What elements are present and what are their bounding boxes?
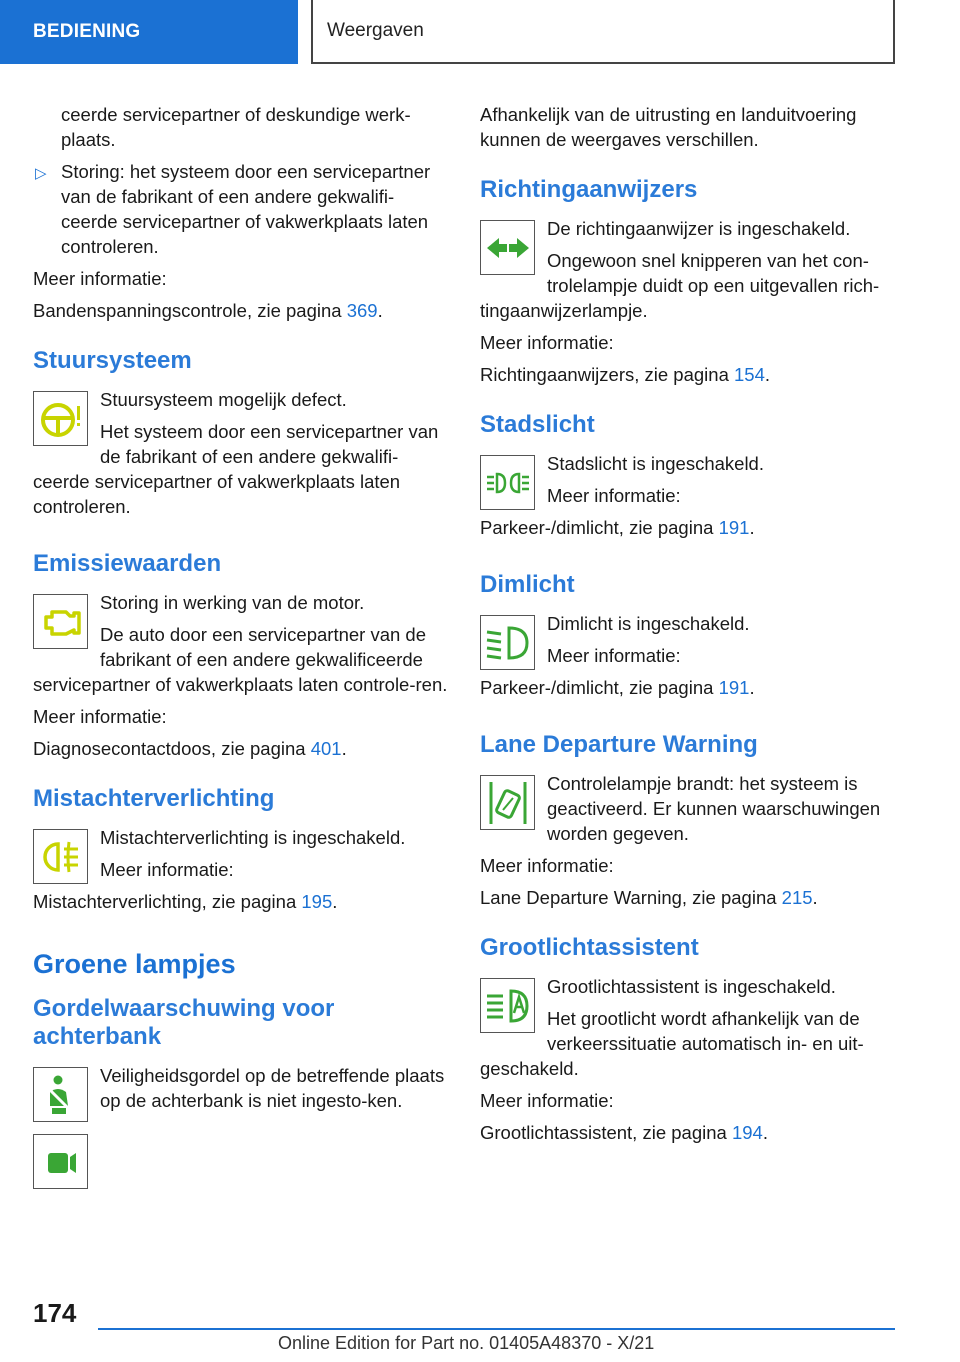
paragraph: Stuursysteem mogelijk defect. — [100, 389, 347, 410]
reference-text: Diagnosecontactdoos, zie pagina — [33, 738, 311, 759]
footer-divider — [98, 1328, 895, 1330]
section-heading: Richtingaanwijzers — [480, 176, 698, 203]
section-heading: Dimlicht — [480, 571, 575, 598]
reference-text: Bandenspanningscontrole, zie pagina — [33, 300, 347, 321]
paragraph: Storing in werking van de motor. — [100, 592, 365, 613]
page-link[interactable]: 194 — [731, 1122, 763, 1143]
rear-fog-light-icon — [33, 829, 88, 884]
indicator-block — [480, 771, 896, 853]
right-column — [480, 102, 896, 1152]
paragraph: Grootlichtassistent is ingeschakeld. — [547, 976, 836, 997]
high-beam-assistant-icon — [480, 978, 535, 1033]
parking-light-icon — [480, 455, 535, 510]
reference-text: Grootlichtassistent, zie pagina — [480, 1122, 732, 1143]
indicator-block — [480, 216, 896, 330]
paragraph: Mistachterverlichting is ingeschakeld. — [100, 827, 406, 848]
page-link[interactable]: 369 — [346, 300, 378, 321]
seatbelt-indicator-icon — [33, 1067, 88, 1122]
paragraph: Ongewoon snel knipperen van het con-trolelampje duidt op een uitgevallen rich-tingaanwijzerlampje. — [480, 250, 880, 321]
reference-line: Diagnosecontactdoos, zie pagina 401. — [33, 738, 347, 759]
reference-line: Richtingaanwijzers, zie pagina 154. — [480, 364, 771, 385]
more-info-label: Meer informatie: — [480, 1090, 614, 1111]
indicator-block — [480, 451, 896, 547]
left-column — [33, 102, 449, 1193]
reference-text: Mistachterverlichting, zie pagina — [33, 891, 302, 912]
indicator-block — [480, 611, 896, 707]
list-item-text: Storing: het systeem door een servicepartner van de fabrikant of een andere gekwalifi-ceerde servicepartner of vakwerkplaats laten controleren. — [61, 161, 431, 257]
triangle-bullet-icon: ▷ — [35, 165, 47, 182]
page-section-title: Weergaven — [311, 0, 895, 64]
engine-warning-icon — [33, 594, 88, 649]
paragraph: ceerde servicepartner of deskundige werk-plaats. — [61, 104, 411, 150]
page-link[interactable]: 215 — [781, 887, 813, 908]
reference-text: Lane Departure Warning, zie pagina — [480, 887, 782, 908]
section-heading: Emissiewaarden — [33, 550, 222, 577]
section-heading: Lane Departure Warning — [480, 731, 758, 758]
more-info-label: Meer informatie: — [547, 645, 681, 666]
page-link[interactable]: 191 — [718, 517, 750, 538]
indicator-block — [33, 1063, 449, 1193]
section-tab: BEDIENING — [0, 0, 298, 64]
paragraph: Controlelampje brandt: het systeem is geactiveerd. Er kunnen waarschuwingen worden gegeven. — [547, 773, 881, 844]
more-info-label: Meer informatie: — [480, 855, 614, 876]
reference-text: Richtingaanwijzers, zie pagina — [480, 364, 734, 385]
steering-warning-icon — [33, 391, 88, 446]
paragraph: Stadslicht is ingeschakeld. — [547, 453, 764, 474]
rear-seat-indicator-icon — [33, 1134, 88, 1189]
reference-line: Parkeer-/dimlicht, zie pagina 191. — [480, 677, 755, 698]
more-info-label: Meer informatie: — [100, 859, 234, 880]
reference-line: Mistachterverlichting, zie pagina 195. — [33, 891, 338, 912]
page-number: 174 — [33, 1298, 77, 1328]
chapter-heading: Groene lampjes — [33, 949, 236, 979]
reference-line: Grootlichtassistent, zie pagina 194. — [480, 1122, 768, 1143]
paragraph: Afhankelijk van de uitrusting en landuitvoering kunnen de weergaves verschillen. — [480, 104, 857, 150]
reference-text: Parkeer-/dimlicht, zie pagina — [480, 517, 719, 538]
more-info-label: Meer informatie: — [33, 268, 167, 289]
reference-line: Parkeer-/dimlicht, zie pagina 191. — [480, 517, 755, 538]
page-link[interactable]: 154 — [734, 364, 765, 385]
edition-footer: Online Edition for Part no. 01405A48370 - X/21 — [278, 1333, 655, 1353]
list-item — [33, 159, 449, 259]
section-heading: Stuursysteem — [33, 347, 192, 374]
warning-block — [33, 387, 449, 526]
reference-line: Lane Departure Warning, zie pagina 215. — [480, 887, 818, 908]
more-info-label: Meer informatie: — [480, 332, 614, 353]
more-info-label: Meer informatie: — [547, 485, 681, 506]
paragraph: Het grootlicht wordt afhankelijk van de verkeerssituatie automatisch in- en uit-geschakeld. — [480, 1008, 864, 1079]
page-link[interactable]: 401 — [310, 738, 342, 759]
section-heading: Stadslicht — [480, 411, 595, 438]
reference-text: Parkeer-/dimlicht, zie pagina — [480, 677, 719, 698]
reference-line: Bandenspanningscontrole, zie pagina 369. — [33, 300, 383, 321]
section-heading: Mistachterverlichting — [33, 785, 275, 812]
warning-block — [33, 825, 449, 921]
turn-signal-icon — [480, 220, 535, 275]
paragraph: Dimlicht is ingeschakeld. — [547, 613, 750, 634]
paragraph: De richtingaanwijzer is ingeschakeld. — [547, 218, 851, 239]
warning-block — [33, 590, 449, 704]
more-info-label: Meer informatie: — [33, 706, 167, 727]
paragraph: De auto door een servicepartner van de fabrikant of een andere gekwalificeerde servicepartner of vakwerkplaats laten controle-ren. — [33, 624, 448, 695]
section-heading: Grootlichtassistent — [480, 934, 699, 961]
page-link[interactable]: 191 — [718, 677, 750, 698]
section-heading: Gordelwaarschuwing voor achterbank — [33, 995, 335, 1050]
page-link[interactable]: 195 — [301, 891, 333, 912]
indicator-block — [480, 974, 896, 1088]
paragraph: Het systeem door een servicepartner van de fabrikant of een andere gekwalifi-ceerde servicepartner of vakwerkplaats laten controleren. — [33, 421, 439, 517]
paragraph: Veiligheidsgordel op de betreffende plaats op de achterbank is niet ingesto-ken. — [100, 1065, 445, 1111]
lane-departure-icon — [480, 775, 535, 830]
low-beam-icon — [480, 615, 535, 670]
